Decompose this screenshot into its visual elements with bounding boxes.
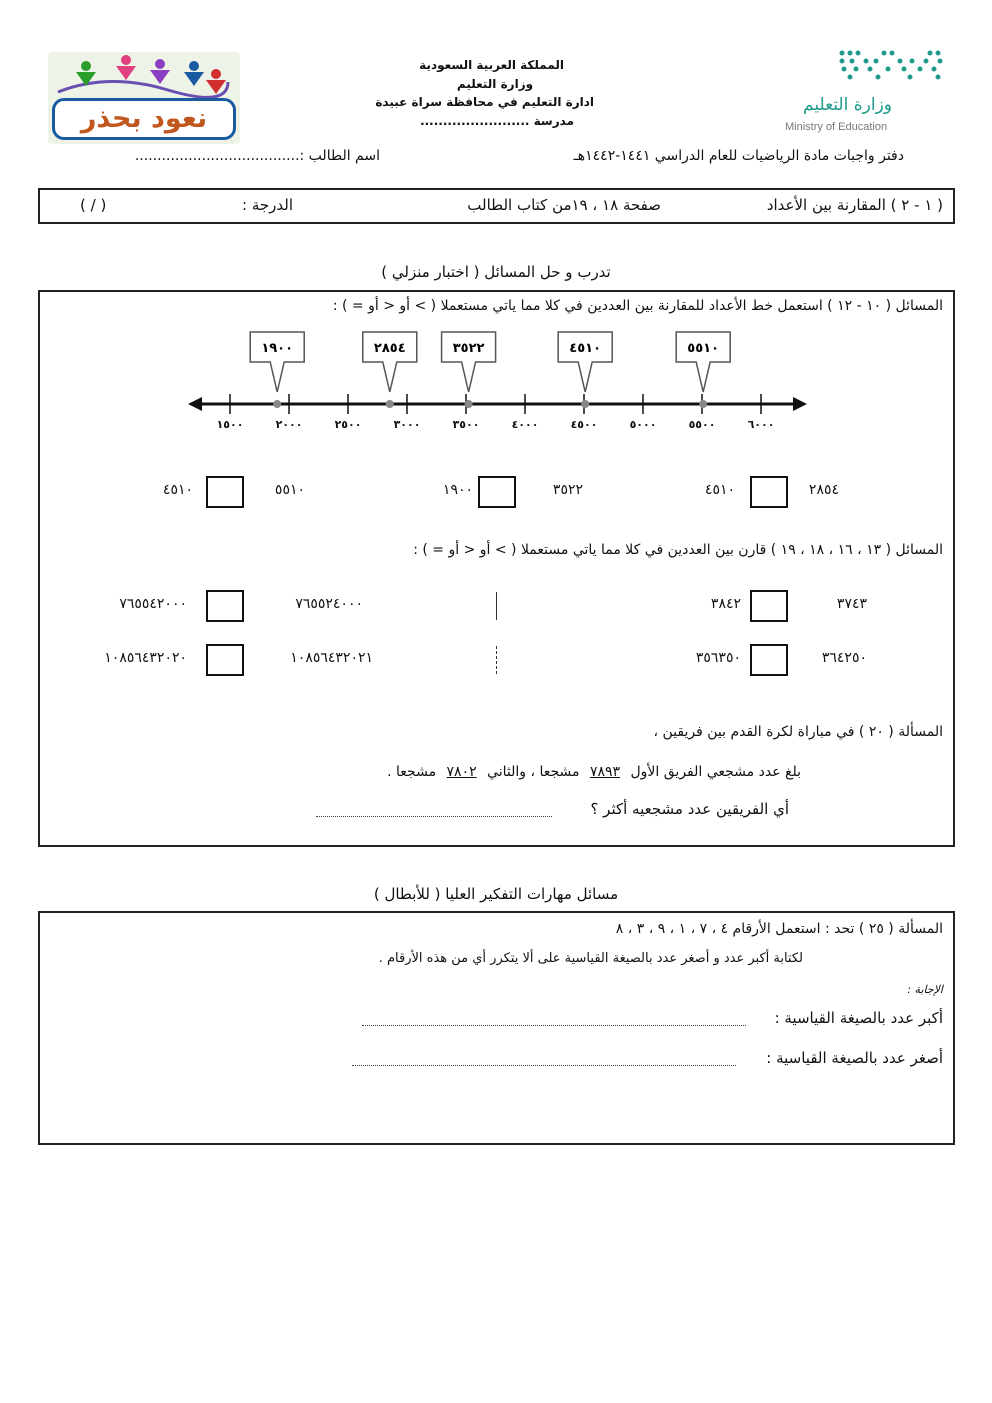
callout-value: ١٩٠٠ xyxy=(261,341,294,356)
r1-left-a: ٧٦٥٥٢٤٠٠٠ xyxy=(295,596,363,612)
header-school: مدرسة ........................ xyxy=(420,114,574,128)
number-callout xyxy=(442,332,496,408)
callout-point xyxy=(386,400,394,408)
section1-heading: تدرب و حل المسائل ( اختبار منزلي ) xyxy=(381,263,611,281)
moe-arabic-name: وزارة التعليم xyxy=(803,95,892,115)
answer-label: الإجابة : xyxy=(907,983,943,996)
r2-left-answer-box[interactable] xyxy=(206,644,244,676)
arrow-right-icon xyxy=(793,397,807,411)
comp2-right-number: ٣٥٢٢ xyxy=(552,482,583,498)
callout-value: ٣٥٢٢ xyxy=(452,341,485,356)
number-callout xyxy=(363,332,417,408)
tick-label: ٢٥٠٠ xyxy=(334,418,362,431)
moe-logo xyxy=(780,45,950,137)
lesson-pages: صفحة ١٨ ، ١٩من كتاب الطالب xyxy=(467,196,661,214)
q25-text: المسألة ( ٢٥ ) تحد : استعمل الأرقام ٤ ، ٧ ، ١ ، ٩ ، ٣ ، ٨ xyxy=(615,921,943,937)
callout-point xyxy=(465,400,473,408)
tick-label: ٢٠٠٠ xyxy=(275,418,303,431)
header-kingdom: المملكة العربية السعودية xyxy=(419,58,564,72)
callout-point xyxy=(699,400,707,408)
q20-team1-count: ٧٨٩٣ xyxy=(589,764,621,780)
tick-label: ٦٠٠٠ xyxy=(747,418,775,431)
callout-value: ٢٨٥٤ xyxy=(373,341,406,356)
tick-label: ١٥٠٠ xyxy=(216,418,244,431)
tick-label: ٤٠٠٠ xyxy=(511,418,539,431)
campaign-logo xyxy=(48,52,240,144)
comp2-left-number: ١٩٠٠ xyxy=(442,482,473,498)
q1-text: المسائل ( ١٠ - ١٢ ) استعمل خط الأعداد للمقارنة بين العددين في كلا مما ياتي مستعملا ( > أو < أو = ) : xyxy=(332,298,943,314)
r2-left-a: ١٠٨٥٦٤٣٢٠٢١ xyxy=(290,650,373,666)
comp3-left-number: ٤٥١٠ xyxy=(162,482,193,498)
q20-text: المسألة ( ٢٠ ) في مباراة لكرة القدم بين فريقين ، xyxy=(653,724,943,740)
smallest-label: أصغر عدد بالصيغة القياسية : xyxy=(766,1049,943,1067)
q2-text: المسائل ( ١٣ ، ١٦ ، ١٨ ، ١٩ ) قارن بين العددين في كلا مما ياتي مستعملا ( > أو < أو = ) : xyxy=(413,542,943,558)
campaign-title: نعود بحذر xyxy=(80,103,208,134)
r2-right-b: ٣٥٦٣٥٠ xyxy=(695,650,741,666)
tick-label: ٣٠٠٠ xyxy=(393,418,421,431)
notebook-title: دفتر واجبات مادة الرياضيات للعام الدراسي ١٤٤١-١٤٤٢هـ xyxy=(573,148,904,164)
lesson-title: ( ١ - ٢ ) المقارنة بين الأعداد xyxy=(766,196,943,214)
callout-point xyxy=(581,400,589,408)
moe-english-name: Ministry of Education xyxy=(785,121,888,133)
q20-question: أي الفريقين عدد مشجعيه أكثر ؟ xyxy=(590,800,789,818)
arrow-left-icon xyxy=(188,397,202,411)
r1-left-b: ٧٦٥٥٤٢٠٠٠ xyxy=(119,596,187,612)
callout-value: ٤٥١٠ xyxy=(569,341,602,356)
r1-right-answer-box[interactable] xyxy=(750,590,788,622)
comp3-right-number: ٥٥١٠ xyxy=(274,482,305,498)
grade-label: الدرجة : xyxy=(242,196,293,214)
comp1-left-number: ٤٥١٠ xyxy=(704,482,735,498)
header-directorate: ادارة التعليم في محافظة سراة عبيدة xyxy=(375,95,594,109)
comp2-answer-box[interactable] xyxy=(478,476,516,508)
campaign-banner xyxy=(52,98,236,140)
q20-answer-line[interactable] xyxy=(316,816,552,817)
r2-right-answer-box[interactable] xyxy=(750,644,788,676)
tick-label: ٥٥٠٠ xyxy=(688,418,716,431)
tick-label: ٥٠٠٠ xyxy=(629,418,657,431)
tick-label: ٣٥٠٠ xyxy=(452,418,480,431)
header-ministry: وزارة التعليم xyxy=(456,77,534,91)
comp1-right-number: ٢٨٥٤ xyxy=(808,482,839,498)
q20-line2-c: مشجعا . xyxy=(387,764,437,780)
number-callout xyxy=(558,332,612,408)
r1-right-a: ٣٧٤٣ xyxy=(836,596,867,612)
r1-right-b: ٣٨٤٢ xyxy=(710,596,741,612)
q20-line2 xyxy=(387,764,801,780)
number-callout xyxy=(676,332,730,408)
tick-label: ٤٥٠٠ xyxy=(570,418,598,431)
moe-dots-icon xyxy=(780,45,950,89)
callout-point xyxy=(273,400,281,408)
row2-divider xyxy=(496,646,497,674)
r2-right-a: ٣٦٤٢٥٠ xyxy=(821,650,867,666)
grade-value: ( / ) xyxy=(80,196,107,214)
q20-line2-a: بلغ عدد مشجعي الفريق الأول xyxy=(630,764,801,780)
comp3-answer-box[interactable] xyxy=(206,476,244,508)
largest-label: أكبر عدد بالصيغة القياسية : xyxy=(774,1009,943,1027)
number-line xyxy=(40,322,953,442)
r2-left-b: ١٠٨٥٦٤٣٢٠٢٠ xyxy=(104,650,187,666)
section2-heading: مسائل مهارات التفكير العليا ( للأبطال ) xyxy=(373,885,619,903)
q20-team2-count: ٧٨٠٢ xyxy=(446,764,477,780)
number-callout xyxy=(250,332,304,408)
student-name-label: اسم الطالب :..................................... xyxy=(134,148,380,164)
comp1-answer-box[interactable] xyxy=(750,476,788,508)
row1-divider xyxy=(496,592,497,620)
largest-answer-line[interactable] xyxy=(362,1025,746,1026)
section1-box xyxy=(38,290,955,847)
q20-line2-b: مشجعا ، والثاني xyxy=(487,764,580,780)
lesson-bar xyxy=(38,188,955,224)
callout-value: ٥٥١٠ xyxy=(687,341,720,356)
section2-box xyxy=(38,911,955,1145)
smallest-answer-line[interactable] xyxy=(352,1065,736,1066)
q25-line2: لكتابة أكبر عدد و أصغر عدد بالصيغة القياسية على ألا يتكرر أي من هذه الأرقام . xyxy=(378,951,803,966)
r1-left-answer-box[interactable] xyxy=(206,590,244,622)
